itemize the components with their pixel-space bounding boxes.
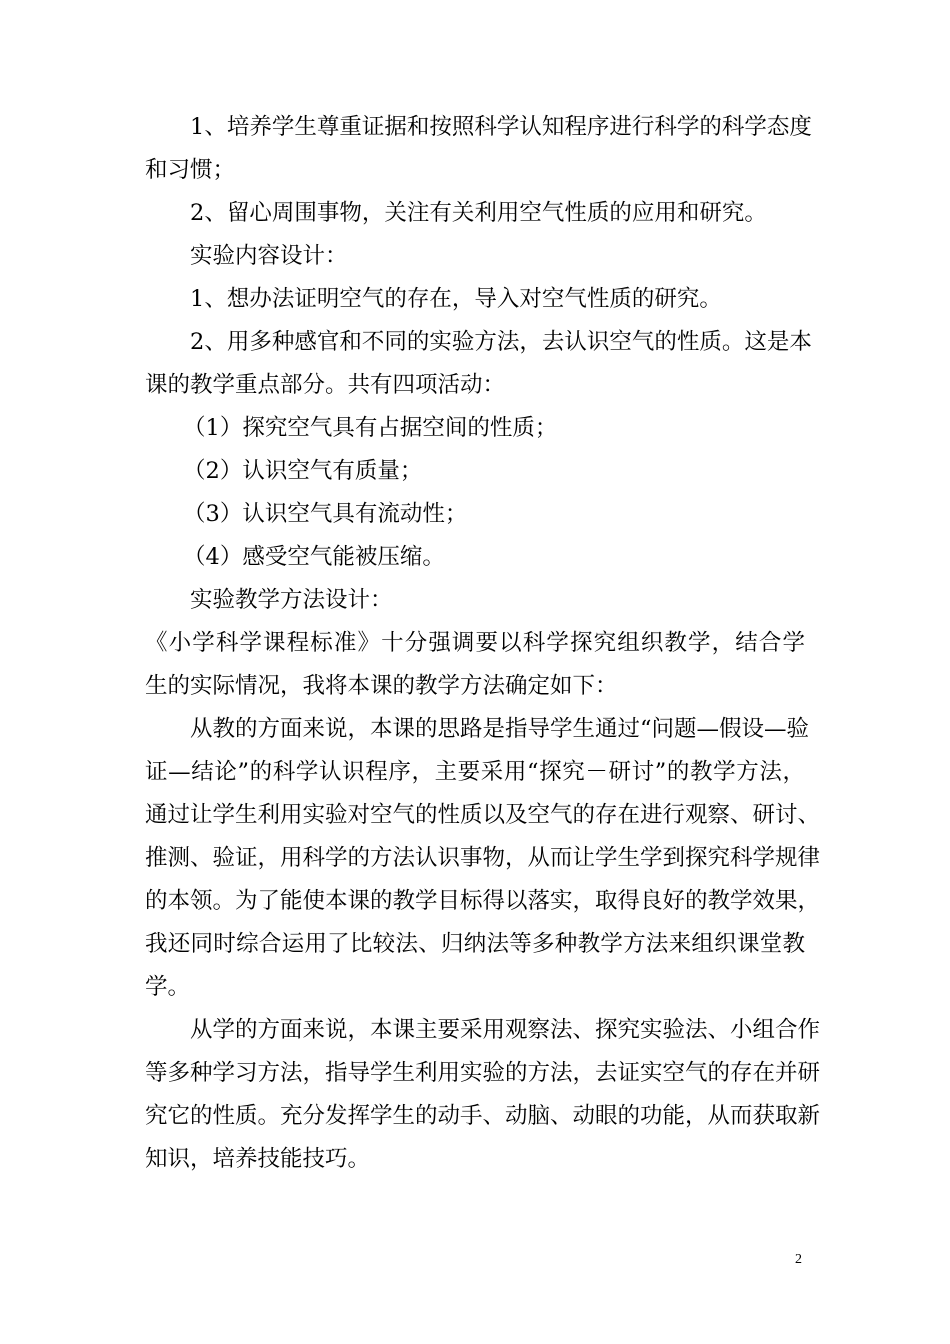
- paragraph-line: 1、想办法证明空气的存在，导入对空气性质的研究。: [190, 286, 722, 312]
- list-item: （3）认识空气具有流动性；: [183, 501, 468, 527]
- paragraph-line: 《小学科学课程标准》十分强调要以科学探究组织教学，结合学: [145, 630, 805, 656]
- paragraph-line: 证—结论”的科学认识程序，主要采用“探究－研讨”的教学方法，: [145, 759, 805, 785]
- paragraph-line: 1、培养学生尊重证据和按照科学认知程序进行科学的科学态度: [190, 114, 812, 140]
- paragraph-line: 和习惯；: [145, 157, 236, 183]
- paragraph-line: 生的实际情况，我将本课的教学方法确定如下：: [145, 673, 618, 699]
- paragraph-line: 究它的性质。充分发挥学生的动手、动脑、动眼的功能，从而获取新: [145, 1103, 821, 1129]
- list-item: （1）探究空气具有占据空间的性质；: [183, 415, 558, 441]
- paragraph-line: 等多种学习方法，指导学生利用实验的方法，去证实空气的存在并研: [145, 1060, 821, 1086]
- list-item: （4）感受空气能被压缩。: [183, 544, 445, 570]
- paragraph-line: 的本领。为了能使本课的教学目标得以落实，取得良好的教学效果，: [145, 888, 821, 914]
- section-heading: 实验教学方法设计：: [190, 587, 393, 613]
- paragraph-line: 2、用多种感官和不同的实验方法，去认识空气的性质。这是本: [190, 329, 812, 355]
- paragraph-line: 推测、验证，用科学的方法认识事物，从而让学生学到探究科学规律: [145, 845, 821, 871]
- paragraph-line: 课的教学重点部分。共有四项活动：: [145, 372, 506, 398]
- paragraph-line: 我还同时综合运用了比较法、归纳法等多种教学方法来组织课堂教: [145, 931, 805, 957]
- paragraph-line: 从学的方面来说，本课主要采用观察法、探究实验法、小组合作: [190, 1017, 821, 1043]
- paragraph-line: 从教的方面来说，本课的思路是指导学生通过“问题—假设—验: [190, 716, 810, 742]
- paragraph-line: 2、留心周围事物，关注有关利用空气性质的应用和研究。: [190, 200, 767, 226]
- paragraph-line: 学。: [145, 974, 191, 1000]
- section-heading: 实验内容设计：: [190, 243, 348, 269]
- paragraph-line: 通过让学生利用实验对空气的性质以及空气的存在进行观察、研讨、: [145, 802, 821, 828]
- list-item: （2）认识空气有质量；: [183, 458, 423, 484]
- page-number: 2: [795, 1252, 802, 1267]
- paragraph-line: 知识，培养技能技巧。: [145, 1146, 371, 1172]
